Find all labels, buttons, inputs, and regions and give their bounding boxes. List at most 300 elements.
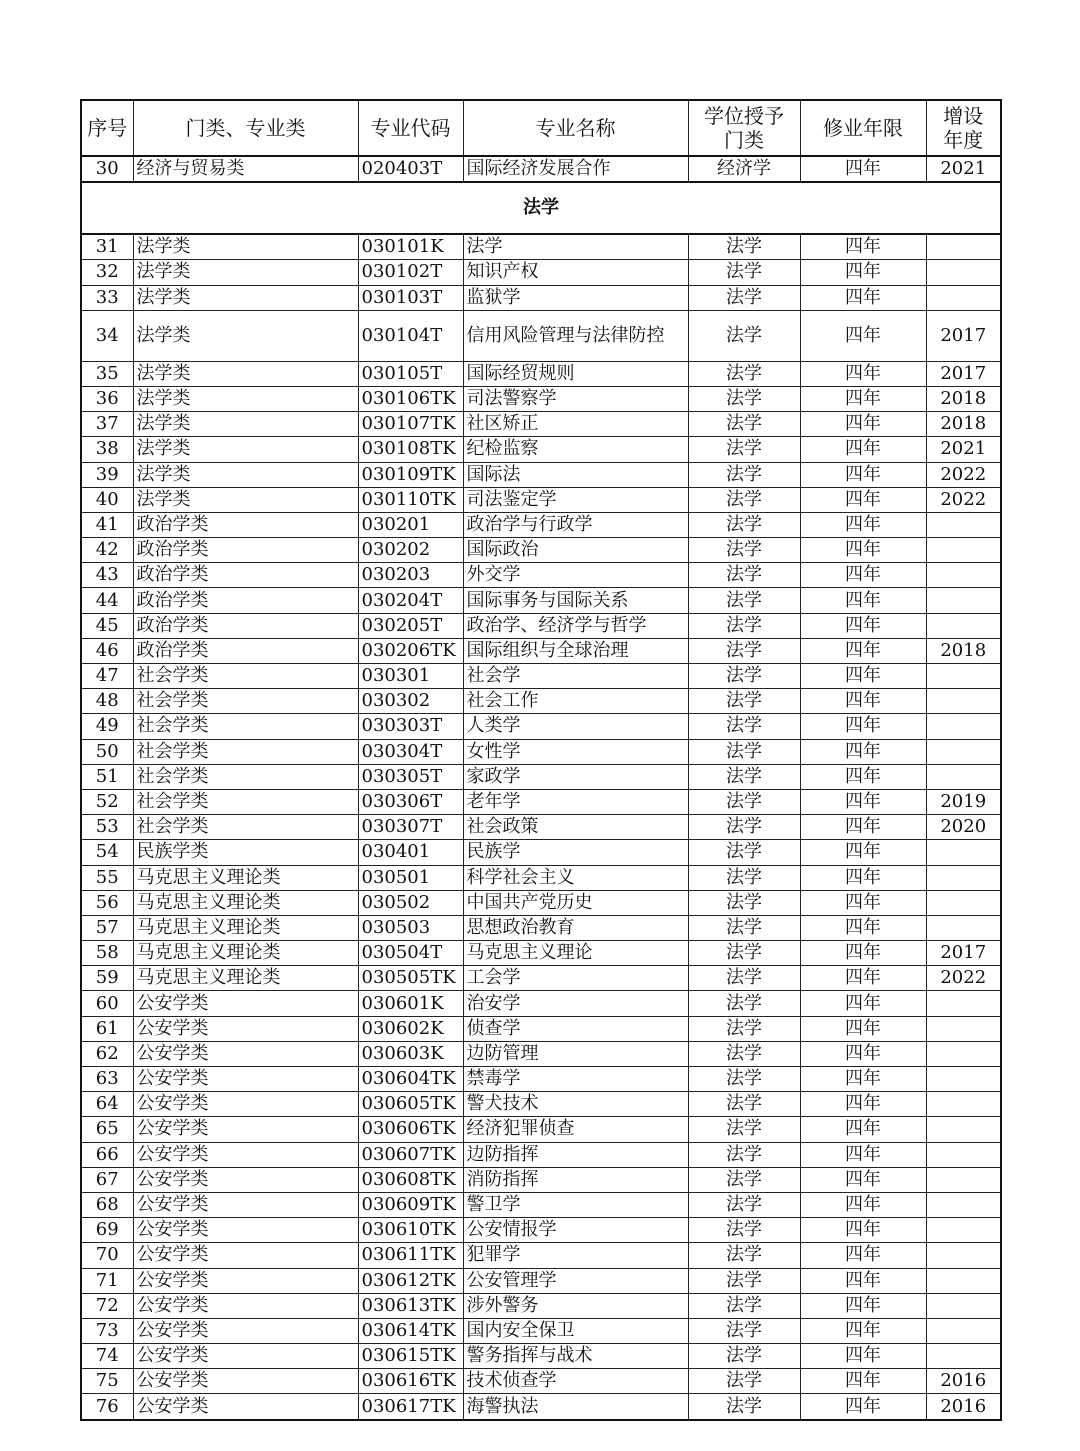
cell-name: 警务指挥与战术	[463, 1344, 688, 1369]
cell-code: 030401	[358, 840, 463, 865]
cell-category: 公安学类	[133, 1092, 358, 1117]
cell-year	[926, 563, 1001, 588]
cell-category: 社会学类	[133, 815, 358, 840]
cell-name: 马克思主义理论	[463, 941, 688, 966]
cell-degree: 法学	[688, 1041, 800, 1066]
table-row	[81, 1218, 1001, 1243]
cell-name: 海警执法	[463, 1394, 688, 1420]
cell-degree: 法学	[688, 1117, 800, 1142]
cell-category: 公安学类	[133, 1369, 358, 1394]
cell-duration: 四年	[800, 638, 926, 663]
cell-duration: 四年	[800, 563, 926, 588]
table-row	[81, 234, 1001, 260]
cell-year	[926, 1318, 1001, 1343]
cell-seq: 50	[81, 739, 133, 764]
table-row	[81, 156, 1001, 182]
table-row	[81, 412, 1001, 437]
cell-seq: 69	[81, 1218, 133, 1243]
cell-name: 边防指挥	[463, 1142, 688, 1167]
cell-name: 社区矫正	[463, 412, 688, 437]
table-row	[81, 512, 1001, 537]
cell-seq: 75	[81, 1369, 133, 1394]
cell-category: 公安学类	[133, 1293, 358, 1318]
cell-code: 030611TK	[358, 1243, 463, 1268]
table-row	[81, 764, 1001, 789]
cell-duration: 四年	[800, 991, 926, 1016]
cell-duration: 四年	[800, 714, 926, 739]
cell-name: 女性学	[463, 739, 688, 764]
cell-category: 公安学类	[133, 1016, 358, 1041]
table-row	[81, 563, 1001, 588]
table-row	[81, 310, 1001, 361]
cell-category: 马克思主义理论类	[133, 941, 358, 966]
cell-name: 国际经济发展合作	[463, 156, 688, 182]
cell-code: 030307T	[358, 815, 463, 840]
table-row	[81, 865, 1001, 890]
cell-degree: 法学	[688, 789, 800, 814]
cell-year	[926, 865, 1001, 890]
cell-seq: 35	[81, 361, 133, 386]
cell-seq: 61	[81, 1016, 133, 1041]
cell-seq: 45	[81, 613, 133, 638]
cell-degree: 法学	[688, 1167, 800, 1192]
table-row	[81, 991, 1001, 1016]
cell-code: 030504T	[358, 941, 463, 966]
header-degree	[688, 100, 800, 156]
cell-category: 政治学类	[133, 512, 358, 537]
cell-degree: 法学	[688, 865, 800, 890]
header-degree-line-2: 门类	[724, 128, 764, 152]
cell-seq: 65	[81, 1117, 133, 1142]
cell-duration: 四年	[800, 689, 926, 714]
cell-degree: 法学	[688, 1218, 800, 1243]
cell-name: 治安学	[463, 991, 688, 1016]
table-row	[81, 1142, 1001, 1167]
cell-degree: 法学	[688, 966, 800, 991]
cell-name: 民族学	[463, 840, 688, 865]
table-row	[81, 739, 1001, 764]
cell-duration: 四年	[800, 941, 926, 966]
cell-category: 公安学类	[133, 1142, 358, 1167]
cell-category: 公安学类	[133, 1344, 358, 1369]
cell-year: 2017	[926, 941, 1001, 966]
cell-degree: 法学	[688, 1142, 800, 1167]
cell-code: 030610TK	[358, 1218, 463, 1243]
cell-category: 政治学类	[133, 638, 358, 663]
cell-name: 国际政治	[463, 538, 688, 563]
cell-seq: 37	[81, 412, 133, 437]
cell-seq: 71	[81, 1268, 133, 1293]
cell-year	[926, 890, 1001, 915]
cell-seq: 59	[81, 966, 133, 991]
cell-name: 中国共产党历史	[463, 890, 688, 915]
cell-degree: 法学	[688, 815, 800, 840]
cell-code: 030110TK	[358, 487, 463, 512]
cell-seq: 32	[81, 260, 133, 285]
cell-category: 公安学类	[133, 1167, 358, 1192]
cell-duration: 四年	[800, 310, 926, 361]
cell-seq: 54	[81, 840, 133, 865]
cell-code: 030501	[358, 865, 463, 890]
table-row	[81, 1344, 1001, 1369]
cell-name: 政治学、经济学与哲学	[463, 613, 688, 638]
cell-degree: 法学	[688, 437, 800, 462]
cell-duration: 四年	[800, 260, 926, 285]
cell-degree: 法学	[688, 915, 800, 940]
cell-seq: 36	[81, 386, 133, 411]
cell-category: 公安学类	[133, 1117, 358, 1142]
header-name: 专业名称	[463, 100, 688, 156]
cell-degree: 法学	[688, 563, 800, 588]
table-row	[81, 1016, 1001, 1041]
cell-seq: 34	[81, 310, 133, 361]
header-degree-line-1: 学位授予	[704, 104, 784, 128]
cell-seq: 48	[81, 689, 133, 714]
cell-code: 030107TK	[358, 412, 463, 437]
cell-degree: 法学	[688, 538, 800, 563]
cell-degree: 法学	[688, 1318, 800, 1343]
table-row	[81, 1394, 1001, 1420]
cell-name: 国际事务与国际关系	[463, 588, 688, 613]
cell-duration: 四年	[800, 764, 926, 789]
cell-duration: 四年	[800, 412, 926, 437]
cell-seq: 52	[81, 789, 133, 814]
cell-duration: 四年	[800, 462, 926, 487]
cell-year	[926, 689, 1001, 714]
cell-category: 马克思主义理论类	[133, 890, 358, 915]
cell-year	[926, 1117, 1001, 1142]
cell-degree: 法学	[688, 1243, 800, 1268]
cell-seq: 57	[81, 915, 133, 940]
cell-duration: 四年	[800, 1268, 926, 1293]
cell-duration: 四年	[800, 1293, 926, 1318]
section-title: 法学	[81, 182, 1001, 234]
cell-year: 2017	[926, 310, 1001, 361]
table-row	[81, 966, 1001, 991]
cell-category: 政治学类	[133, 588, 358, 613]
cell-degree: 法学	[688, 890, 800, 915]
table-row	[81, 1243, 1001, 1268]
cell-name: 国际经贸规则	[463, 361, 688, 386]
cell-year	[926, 764, 1001, 789]
cell-name: 人类学	[463, 714, 688, 739]
cell-code: 030205T	[358, 613, 463, 638]
cell-year	[926, 840, 1001, 865]
cell-year: 2022	[926, 966, 1001, 991]
cell-duration: 四年	[800, 1142, 926, 1167]
cell-category: 法学类	[133, 412, 358, 437]
cell-degree: 法学	[688, 234, 800, 260]
cell-year	[926, 664, 1001, 689]
cell-degree: 法学	[688, 285, 800, 310]
cell-year: 2022	[926, 462, 1001, 487]
cell-degree: 法学	[688, 840, 800, 865]
cell-duration: 四年	[800, 512, 926, 537]
cell-code: 030503	[358, 915, 463, 940]
cell-code: 030613TK	[358, 1293, 463, 1318]
cell-code: 030103T	[358, 285, 463, 310]
cell-duration: 四年	[800, 915, 926, 940]
cell-seq: 51	[81, 764, 133, 789]
cell-seq: 68	[81, 1192, 133, 1217]
cell-category: 法学类	[133, 361, 358, 386]
cell-name: 经济犯罪侦查	[463, 1117, 688, 1142]
cell-name: 老年学	[463, 789, 688, 814]
table-row	[81, 815, 1001, 840]
header-duration: 修业年限	[800, 100, 926, 156]
cell-year: 2022	[926, 487, 1001, 512]
cell-year	[926, 1268, 1001, 1293]
table-row	[81, 487, 1001, 512]
table-header-row	[81, 100, 1001, 156]
cell-name: 家政学	[463, 764, 688, 789]
table-row	[81, 260, 1001, 285]
cell-year: 2018	[926, 638, 1001, 663]
cell-year	[926, 1016, 1001, 1041]
header-code: 专业代码	[358, 100, 463, 156]
cell-degree: 法学	[688, 1192, 800, 1217]
cell-category: 马克思主义理论类	[133, 966, 358, 991]
cell-seq: 62	[81, 1041, 133, 1066]
cell-degree: 法学	[688, 1344, 800, 1369]
cell-duration: 四年	[800, 1041, 926, 1066]
cell-duration: 四年	[800, 966, 926, 991]
cell-duration: 四年	[800, 789, 926, 814]
cell-degree: 法学	[688, 638, 800, 663]
table-row	[81, 462, 1001, 487]
cell-degree: 法学	[688, 764, 800, 789]
cell-year: 2018	[926, 386, 1001, 411]
cell-degree: 法学	[688, 260, 800, 285]
cell-code: 030609TK	[358, 1192, 463, 1217]
table-body	[81, 156, 1001, 1420]
cell-year	[926, 1293, 1001, 1318]
cell-category: 经济与贸易类	[133, 156, 358, 182]
cell-duration: 四年	[800, 1318, 926, 1343]
cell-code: 030206TK	[358, 638, 463, 663]
cell-year: 2016	[926, 1394, 1001, 1420]
cell-degree: 法学	[688, 361, 800, 386]
cell-code: 030604TK	[358, 1067, 463, 1092]
cell-code: 030204T	[358, 588, 463, 613]
cell-name: 司法鉴定学	[463, 487, 688, 512]
cell-degree: 法学	[688, 386, 800, 411]
table-row	[81, 285, 1001, 310]
cell-year	[926, 991, 1001, 1016]
table-row	[81, 613, 1001, 638]
cell-code: 030602K	[358, 1016, 463, 1041]
table-row	[81, 1067, 1001, 1092]
table-row	[81, 538, 1001, 563]
cell-degree: 法学	[688, 512, 800, 537]
cell-seq: 70	[81, 1243, 133, 1268]
table-row	[81, 437, 1001, 462]
cell-degree: 法学	[688, 487, 800, 512]
cell-duration: 四年	[800, 815, 926, 840]
cell-year	[926, 739, 1001, 764]
header-year-line-1: 增设	[943, 104, 984, 128]
table-row	[81, 714, 1001, 739]
cell-code: 030109TK	[358, 462, 463, 487]
cell-category: 马克思主义理论类	[133, 915, 358, 940]
cell-name: 侦查学	[463, 1016, 688, 1041]
cell-degree: 法学	[688, 1369, 800, 1394]
cell-category: 公安学类	[133, 1318, 358, 1343]
cell-name: 法学	[463, 234, 688, 260]
cell-category: 社会学类	[133, 789, 358, 814]
cell-name: 社会工作	[463, 689, 688, 714]
cell-duration: 四年	[800, 890, 926, 915]
cell-name: 犯罪学	[463, 1243, 688, 1268]
cell-year	[926, 1142, 1001, 1167]
cell-duration: 四年	[800, 1167, 926, 1192]
cell-degree: 法学	[688, 613, 800, 638]
cell-duration: 四年	[800, 487, 926, 512]
cell-duration: 四年	[800, 437, 926, 462]
cell-name: 警卫学	[463, 1192, 688, 1217]
cell-degree: 法学	[688, 689, 800, 714]
cell-year	[926, 234, 1001, 260]
cell-year: 2020	[926, 815, 1001, 840]
cell-code: 030502	[358, 890, 463, 915]
cell-category: 法学类	[133, 260, 358, 285]
cell-code: 030302	[358, 689, 463, 714]
cell-seq: 42	[81, 538, 133, 563]
cell-year	[926, 1218, 1001, 1243]
cell-code: 030101K	[358, 234, 463, 260]
cell-degree: 法学	[688, 1293, 800, 1318]
table-row	[81, 1092, 1001, 1117]
cell-code: 030612TK	[358, 1268, 463, 1293]
cell-name: 消防指挥	[463, 1167, 688, 1192]
cell-seq: 31	[81, 234, 133, 260]
cell-code: 030614TK	[358, 1318, 463, 1343]
cell-duration: 四年	[800, 1369, 926, 1394]
table-row	[81, 941, 1001, 966]
cell-code: 030105T	[358, 361, 463, 386]
cell-seq: 33	[81, 285, 133, 310]
table-row	[81, 1293, 1001, 1318]
cell-name: 技术侦查学	[463, 1369, 688, 1394]
cell-category: 公安学类	[133, 991, 358, 1016]
cell-degree: 法学	[688, 714, 800, 739]
cell-seq: 73	[81, 1318, 133, 1343]
cell-code: 030616TK	[358, 1369, 463, 1394]
cell-degree: 法学	[688, 1067, 800, 1092]
cell-duration: 四年	[800, 613, 926, 638]
cell-year	[926, 915, 1001, 940]
cell-name: 禁毒学	[463, 1067, 688, 1092]
section-row	[81, 182, 1001, 234]
table-row	[81, 386, 1001, 411]
cell-degree: 法学	[688, 1016, 800, 1041]
cell-degree: 法学	[688, 1268, 800, 1293]
cell-seq: 74	[81, 1344, 133, 1369]
cell-seq: 49	[81, 714, 133, 739]
cell-category: 公安学类	[133, 1394, 358, 1420]
cell-degree: 法学	[688, 664, 800, 689]
cell-degree: 法学	[688, 588, 800, 613]
cell-degree: 经济学	[688, 156, 800, 182]
table-row	[81, 638, 1001, 663]
cell-year: 2016	[926, 1369, 1001, 1394]
cell-name: 社会政策	[463, 815, 688, 840]
cell-degree: 法学	[688, 412, 800, 437]
cell-duration: 四年	[800, 840, 926, 865]
cell-duration: 四年	[800, 1218, 926, 1243]
cell-duration: 四年	[800, 538, 926, 563]
cell-name: 纪检监察	[463, 437, 688, 462]
cell-duration: 四年	[800, 1192, 926, 1217]
cell-seq: 64	[81, 1092, 133, 1117]
cell-name: 警犬技术	[463, 1092, 688, 1117]
cell-category: 社会学类	[133, 764, 358, 789]
cell-seq: 44	[81, 588, 133, 613]
cell-duration: 四年	[800, 1067, 926, 1092]
cell-name: 社会学	[463, 664, 688, 689]
table-row	[81, 915, 1001, 940]
cell-duration: 四年	[800, 664, 926, 689]
cell-code: 030108TK	[358, 437, 463, 462]
cell-year: 2019	[926, 789, 1001, 814]
table-row	[81, 1268, 1001, 1293]
cell-seq: 66	[81, 1142, 133, 1167]
cell-degree: 法学	[688, 739, 800, 764]
cell-year	[926, 1344, 1001, 1369]
cell-degree: 法学	[688, 991, 800, 1016]
cell-duration: 四年	[800, 865, 926, 890]
table-row	[81, 1192, 1001, 1217]
cell-category: 社会学类	[133, 714, 358, 739]
cell-code: 030617TK	[358, 1394, 463, 1420]
cell-name: 公安情报学	[463, 1218, 688, 1243]
cell-name: 信用风险管理与法律防控	[463, 310, 688, 361]
cell-code: 030605TK	[358, 1092, 463, 1117]
cell-year	[926, 1041, 1001, 1066]
cell-category: 公安学类	[133, 1218, 358, 1243]
table-row	[81, 588, 1001, 613]
cell-code: 030603K	[358, 1041, 463, 1066]
cell-code: 030305T	[358, 764, 463, 789]
cell-name: 监狱学	[463, 285, 688, 310]
table-row	[81, 1041, 1001, 1066]
table-row	[81, 664, 1001, 689]
cell-name: 国内安全保卫	[463, 1318, 688, 1343]
cell-category: 公安学类	[133, 1041, 358, 1066]
cell-name: 科学社会主义	[463, 865, 688, 890]
cell-year	[926, 1192, 1001, 1217]
cell-seq: 38	[81, 437, 133, 462]
cell-degree: 法学	[688, 1092, 800, 1117]
cell-category: 政治学类	[133, 538, 358, 563]
cell-category: 法学类	[133, 285, 358, 310]
header-category: 门类、专业类	[133, 100, 358, 156]
cell-duration: 四年	[800, 1344, 926, 1369]
cell-category: 法学类	[133, 310, 358, 361]
cell-name: 公安管理学	[463, 1268, 688, 1293]
cell-duration: 四年	[800, 285, 926, 310]
cell-name: 工会学	[463, 966, 688, 991]
cell-seq: 58	[81, 941, 133, 966]
cell-category: 马克思主义理论类	[133, 865, 358, 890]
cell-seq: 67	[81, 1167, 133, 1192]
cell-year: 2021	[926, 437, 1001, 462]
cell-name: 国际组织与全球治理	[463, 638, 688, 663]
cell-degree: 法学	[688, 462, 800, 487]
cell-seq: 46	[81, 638, 133, 663]
cell-code: 030106TK	[358, 386, 463, 411]
cell-category: 社会学类	[133, 664, 358, 689]
